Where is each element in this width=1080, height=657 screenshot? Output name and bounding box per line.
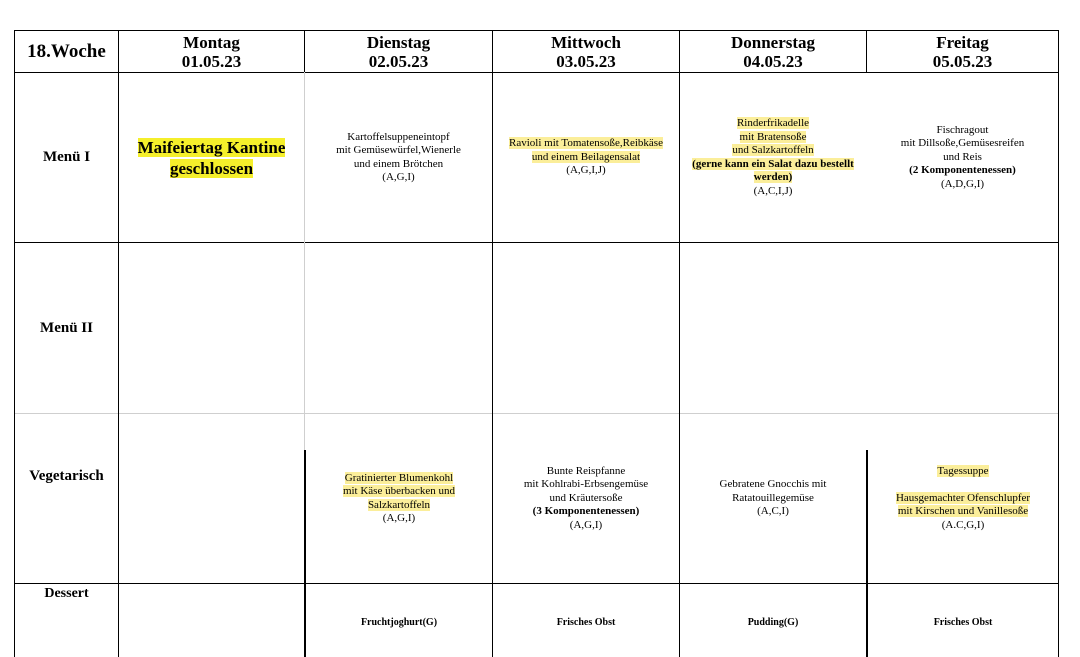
menu1-wednesday [493,73,679,242]
header-wednesday [493,31,679,72]
dish-line: und Kräutersoße [549,491,623,504]
menu1-tuesday [305,73,492,242]
veg-thursday [680,414,866,583]
dish-line: Ratatouillegemüse [732,491,814,504]
allergens: (A,D,G,I) [940,177,985,190]
week-label-text: 18.Woche [27,41,106,62]
allergens: (A,G,I,J) [566,164,606,177]
dish-line: und einem Beilagensalat [531,150,641,163]
dish-line: Kartoffelsuppeneintopf [347,130,450,143]
dessert-text: Pudding(G) [747,616,799,628]
day-name: Dienstag [366,32,431,52]
salad-note: werden) [753,171,793,183]
dessert-tuesday [306,608,492,636]
dessert-friday [868,608,1058,636]
dessert-thursday [680,608,866,636]
veg-divider [14,583,1059,584]
dish-line: und einem Brötchen [353,157,444,170]
day-name: Donnerstag [730,32,816,52]
veg-wednesday [493,414,679,583]
row-label-menu2 [15,243,118,413]
dish-line: Rinderfrikadelle [736,117,810,129]
row-label-text: Menü II [40,319,93,336]
component-note: (2 Komponentenessen) [909,164,1016,177]
dish-line: mit Kirschen und Vanillesoße [897,505,1029,517]
dish-line: und Salzkartoffeln [732,144,814,156]
dessert-text: Fruchtjoghurt(G) [360,616,438,628]
veg-friday [868,414,1058,583]
menu1-monday [119,73,304,242]
day-name: Montag [183,32,240,52]
day-name: Freitag [936,32,989,52]
row-label-menu1 [15,73,118,242]
menu1-friday [867,73,1058,242]
row-label-text: Vegetarisch [29,467,104,484]
soup-line: Tagessuppe [937,465,989,477]
week-label [15,31,118,72]
dish-line: Hausgemachter Ofenschlupfer [895,491,1031,504]
dessert-text: Frisches Obst [933,616,993,628]
dessert-text: Frisches Obst [556,616,616,628]
allergens: (A,C,I,J) [753,184,793,197]
dish-line: Bunte Reispfanne [546,464,626,477]
salad-note: (gerne kann ein Salat dazu bestellt [692,157,854,170]
header-friday [867,31,1058,72]
menu1-thursday [680,73,866,242]
border-right [1058,30,1059,657]
dish-line: Fischragout [936,123,989,136]
day-date: 02.05.23 [368,51,429,71]
dish-line: Gebratene Gnocchis mit [719,478,827,491]
allergens: (A.C,G,I) [941,518,985,531]
header-monday [119,31,304,72]
dessert-wednesday [493,608,679,636]
closed-notice-line2: geschlossen [169,158,254,178]
dish-line: mit Dillsoße,Gemüsesreifen [900,137,1025,150]
header-thursday [680,31,866,72]
row-label-text: Dessert [44,586,89,601]
row-label-dessert [15,584,118,604]
closed-notice-line1: Maifeiertag Kantine [137,137,286,157]
dish-line: mit Kohlrabi-Erbsengemüse [523,478,649,491]
dish-line: Salzkartoffeln [367,498,431,511]
allergens: (A,G,I) [382,171,415,183]
dish-line: mit Bratensoße [739,130,807,143]
row-label-veg [15,414,118,538]
menu1-divider [14,242,1059,243]
veg-tuesday [306,414,492,583]
allergens: (A,C,I) [757,505,789,518]
header-tuesday [305,31,492,72]
day-date: 03.05.23 [556,51,616,71]
allergens: (A,G,I) [382,512,416,524]
day-date: 01.05.23 [181,51,242,71]
component-note: (3 Komponentenessen) [532,505,640,518]
dish-line: mit Gemüsewürfel,Wienerle [336,144,461,156]
allergens: (A,G,I) [569,518,603,531]
row-label-text: Menü I [42,149,91,165]
day-name: Mittwoch [551,32,621,52]
dish-line: Ravioli mit Tomatensoße,Reibkäse [509,137,663,150]
day-date: 05.05.23 [932,51,993,71]
dish-line: mit Käse überbacken und [342,485,456,497]
day-date: 04.05.23 [743,51,803,71]
dish-line: Gratinierter Blumenkohl [344,471,454,484]
dish-line: und Reis [943,150,982,163]
